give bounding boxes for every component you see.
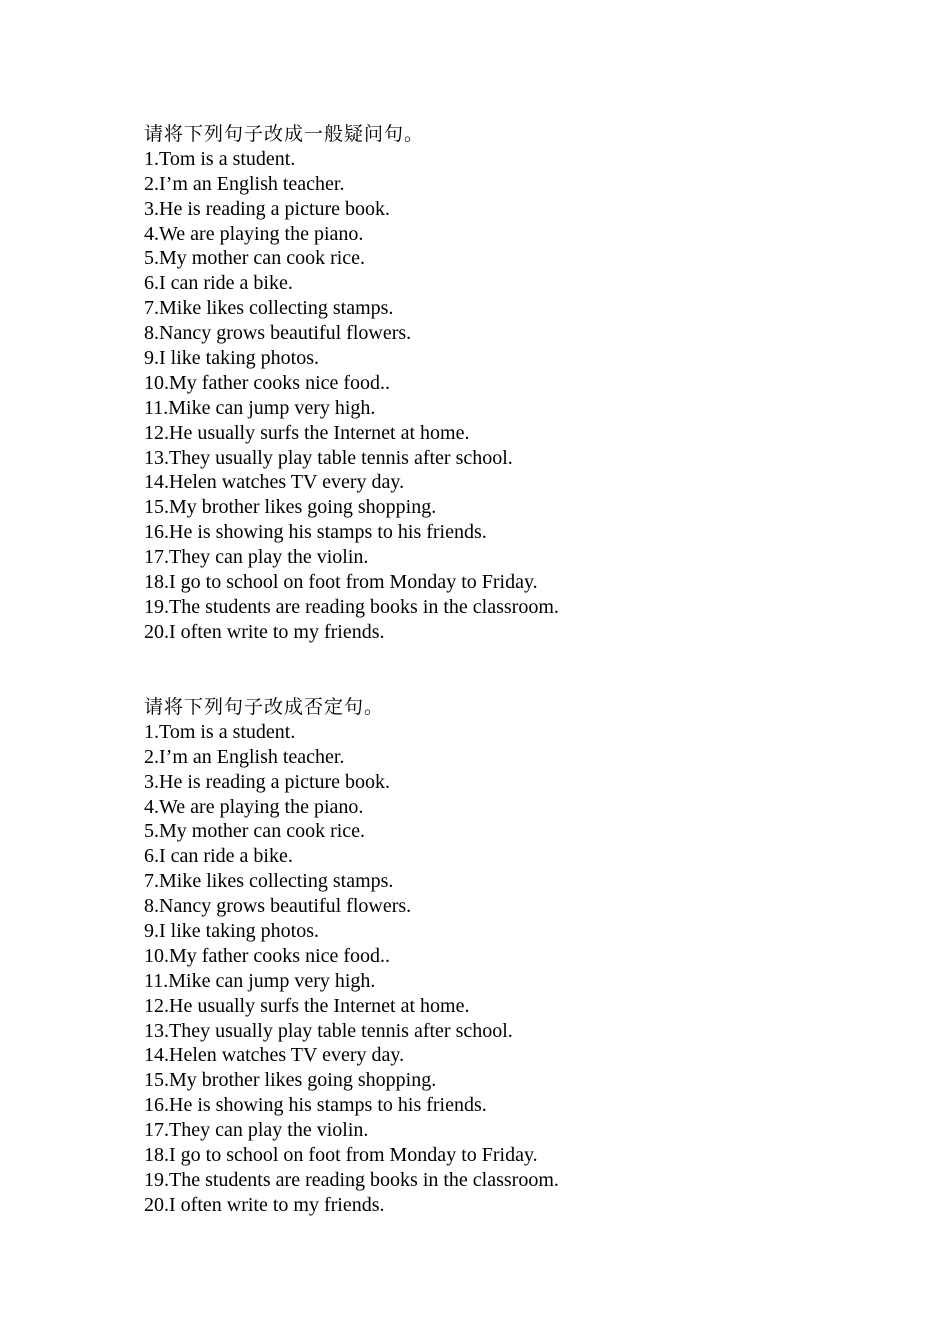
sentence-item: 7.Mike likes collecting stamps.: [144, 870, 394, 893]
sentence-list: [144, 147, 824, 645]
sentence-item: 11.Mike can jump very high.: [144, 969, 376, 992]
sentence-item: 4.We are playing the piano.: [144, 222, 364, 245]
sentence-item: 2.I’m an English teacher.: [144, 172, 345, 195]
sentence-item: 2.I’m an English teacher.: [144, 745, 345, 768]
sentence-item: 4.We are playing the piano.: [144, 795, 364, 818]
sentence-item: 3.He is reading a picture book.: [144, 197, 391, 220]
sentence-item: 1.Tom is a student.: [144, 720, 296, 743]
section-heading: 请将下列句子改成一般疑问句。: [144, 123, 425, 145]
sentence-item: 13.They usually play table tennis after school.: [144, 446, 513, 469]
sentence-item: 13.They usually play table tennis after school.: [144, 1019, 513, 1042]
sentence-item: 18.I go to school on foot from Monday to Friday.: [144, 1144, 538, 1167]
sentence-item: 8.Nancy grows beautiful flowers.: [144, 322, 412, 345]
sentence-item: 20.I often write to my friends.: [144, 1193, 385, 1216]
sentence-item: 9.I like taking photos.: [144, 920, 319, 943]
section-heading: 请将下列句子改成否定句。: [144, 696, 385, 718]
sentence-item: 1.Tom is a student.: [144, 147, 296, 170]
sentence-item: 6.I can ride a bike.: [144, 845, 293, 868]
sentence-item: 6.I can ride a bike.: [144, 272, 293, 295]
sentence-item: 8.Nancy grows beautiful flowers.: [144, 895, 412, 918]
sentence-item: 5.My mother can cook rice.: [144, 247, 366, 270]
sentence-item: 10.My father cooks nice food..: [144, 944, 391, 967]
sentence-item: 7.Mike likes collecting stamps.: [144, 297, 394, 320]
sentence-list: [144, 720, 824, 1218]
sentence-item: 10.My father cooks nice food..: [144, 371, 391, 394]
sentence-item: 15.My brother likes going shopping.: [144, 496, 437, 519]
sentence-item: 20.I often write to my friends.: [144, 620, 385, 643]
sentence-item: 14.Helen watches TV every day.: [144, 1044, 405, 1067]
sentence-item: 11.Mike can jump very high.: [144, 396, 376, 419]
sentence-item: 9.I like taking photos.: [144, 347, 319, 370]
sentence-item: 16.He is showing his stamps to his friends.: [144, 1094, 487, 1117]
sentence-item: 15.My brother likes going shopping.: [144, 1069, 437, 1092]
interrogative-exercise-section: [144, 122, 824, 645]
sentence-item: 16.He is showing his stamps to his friends.: [144, 521, 487, 544]
negative-exercise-section: [144, 695, 824, 1218]
sentence-item: 12.He usually surfs the Internet at home.: [144, 421, 470, 444]
sentence-item: 3.He is reading a picture book.: [144, 770, 391, 793]
sentence-item: 17.They can play the violin.: [144, 546, 369, 569]
sentence-item: 12.He usually surfs the Internet at home.: [144, 994, 470, 1017]
sentence-item: 14.Helen watches TV every day.: [144, 471, 405, 494]
sentence-item: 18.I go to school on foot from Monday to Friday.: [144, 571, 538, 594]
sentence-item: 19.The students are reading books in the classroom.: [144, 595, 559, 618]
sentence-item: 19.The students are reading books in the classroom.: [144, 1168, 559, 1191]
sentence-item: 17.They can play the violin.: [144, 1119, 369, 1142]
sentence-item: 5.My mother can cook rice.: [144, 820, 366, 843]
